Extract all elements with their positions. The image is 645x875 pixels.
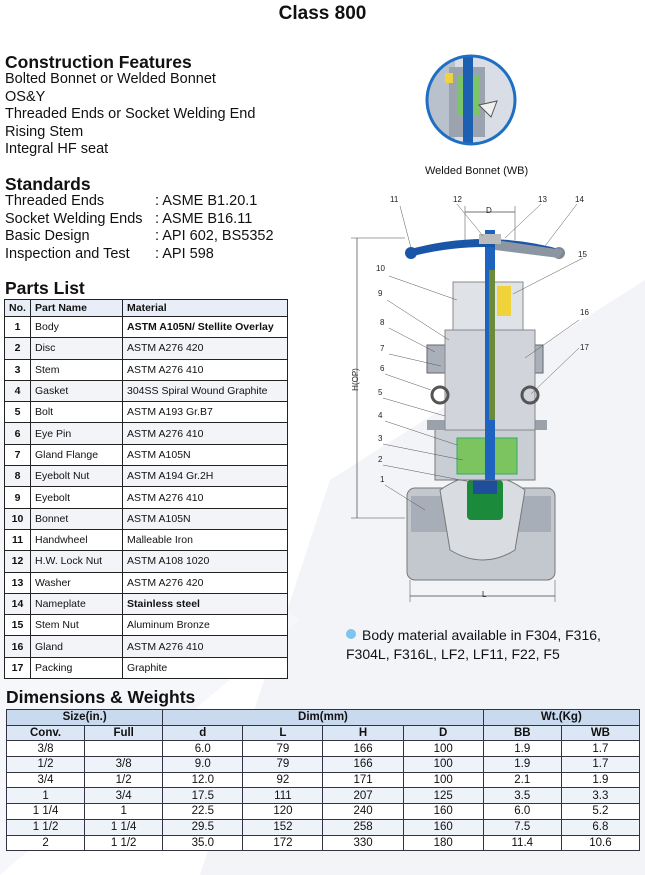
part-name: Stem Nut <box>31 615 123 636</box>
callout-16: 16 <box>580 308 589 317</box>
part-name: Body <box>31 317 123 338</box>
dim-h: 330 <box>323 835 403 851</box>
part-name: Washer <box>31 572 123 593</box>
dim-d-small: 9.0 <box>163 757 243 773</box>
size-conv: 3/8 <box>7 741 85 757</box>
dimension-row <box>7 835 640 851</box>
dim-h: 171 <box>323 772 403 788</box>
callout-4: 4 <box>378 411 383 420</box>
callout-15: 15 <box>578 250 587 259</box>
callout-7: 7 <box>380 344 385 353</box>
dimension-row <box>7 804 640 820</box>
parts-row <box>5 508 288 529</box>
parts-row <box>5 636 288 657</box>
part-name: Bonnet <box>31 508 123 529</box>
weight-bb: 6.0 <box>483 804 561 820</box>
dimension-row <box>7 757 640 773</box>
dim-h: 258 <box>323 819 403 835</box>
parts-row <box>5 529 288 550</box>
size-full: 1 <box>85 804 163 820</box>
dim-d-small: 29.5 <box>163 819 243 835</box>
parts-header-name: Part Name <box>31 300 123 317</box>
part-material: 304SS Spiral Wound Graphite <box>123 380 288 401</box>
dim-d-large: 160 <box>403 819 483 835</box>
parts-row <box>5 402 288 423</box>
dim-d-large: 125 <box>403 788 483 804</box>
parts-list-heading: Parts List <box>5 278 85 298</box>
parts-row <box>5 615 288 636</box>
weight-wb: 1.7 <box>561 741 639 757</box>
part-number: 11 <box>5 529 31 550</box>
part-material: ASTM A276 410 <box>123 359 288 380</box>
part-name: Stem <box>31 359 123 380</box>
dim-h: 207 <box>323 788 403 804</box>
part-name: Packing <box>31 657 123 678</box>
part-number: 13 <box>5 572 31 593</box>
weld-detail-inset <box>425 45 517 157</box>
dim-h: 166 <box>323 741 403 757</box>
size-full: 1/2 <box>85 772 163 788</box>
parts-row <box>5 380 288 401</box>
dim-d-small: 6.0 <box>163 741 243 757</box>
standard-row <box>5 246 274 264</box>
part-material: ASTM A276 420 <box>123 572 288 593</box>
part-number: 3 <box>5 359 31 380</box>
standard-row <box>5 211 274 229</box>
parts-row <box>5 359 288 380</box>
dimension-row <box>7 819 640 835</box>
part-number: 6 <box>5 423 31 444</box>
dimension-row <box>7 788 640 804</box>
size-full: 1 1/2 <box>85 835 163 851</box>
callout-17: 17 <box>580 343 589 352</box>
part-number: 4 <box>5 380 31 401</box>
dimension-row <box>7 741 640 757</box>
size-full: 3/4 <box>85 788 163 804</box>
bullet-icon <box>346 629 356 639</box>
standard-value: : API 602, BS5352 <box>155 228 274 245</box>
part-name: H.W. Lock Nut <box>31 551 123 572</box>
dim-d-small: 17.5 <box>163 788 243 804</box>
callout-6: 6 <box>380 364 385 373</box>
weight-wb: 3.3 <box>561 788 639 804</box>
parts-table <box>4 299 288 679</box>
dim-l: 111 <box>243 788 323 804</box>
part-name: Eyebolt <box>31 487 123 508</box>
part-number: 7 <box>5 444 31 465</box>
valve-drawing <box>345 190 645 610</box>
group-header-dim: Dim(mm) <box>163 710 484 726</box>
weight-bb: 7.5 <box>483 819 561 835</box>
part-name: Bolt <box>31 402 123 423</box>
callout-5: 5 <box>378 388 383 397</box>
parts-row <box>5 423 288 444</box>
col-header-l: L <box>243 725 323 741</box>
part-material: ASTM A194 Gr.2H <box>123 466 288 487</box>
part-name: Gland <box>31 636 123 657</box>
dim-d-large: 100 <box>403 772 483 788</box>
callout-3: 3 <box>378 434 383 443</box>
dim-l: 79 <box>243 757 323 773</box>
dimension-row <box>7 772 640 788</box>
dim-d-large: 180 <box>403 835 483 851</box>
part-material: ASTM A193 Gr.B7 <box>123 402 288 423</box>
size-conv: 1 <box>7 788 85 804</box>
part-number: 15 <box>5 615 31 636</box>
parts-row <box>5 572 288 593</box>
col-header-full: Full <box>85 725 163 741</box>
callout-1: 1 <box>380 475 385 484</box>
construction-item: Threaded Ends or Socket Welding End <box>5 106 256 123</box>
part-material: ASTM A108 1020 <box>123 551 288 572</box>
part-material: ASTM A276 420 <box>123 338 288 359</box>
standards-heading: Standards <box>5 174 91 194</box>
part-material: ASTM A105N <box>123 444 288 465</box>
dim-label-l: L <box>482 590 487 599</box>
group-header-size: Size(in.) <box>7 710 163 726</box>
col-header-conv: Conv. <box>7 725 85 741</box>
body-material-text: Body material available in F304, F316, F304L, F316L, LF2, LF11, F22, F5 <box>346 627 601 662</box>
page-title: Class 800 <box>278 3 367 24</box>
size-full: 1 1/4 <box>85 819 163 835</box>
part-material: Graphite <box>123 657 288 678</box>
part-material: ASTM A105N <box>123 508 288 529</box>
weight-bb: 1.9 <box>483 741 561 757</box>
parts-row <box>5 593 288 614</box>
size-conv: 2 <box>7 835 85 851</box>
construction-features <box>5 53 255 159</box>
dim-d-small: 35.0 <box>163 835 243 851</box>
parts-row <box>5 444 288 465</box>
col-header-d-large: D <box>403 725 483 741</box>
weight-wb: 1.9 <box>561 772 639 788</box>
col-header-bb: BB <box>483 725 561 741</box>
parts-row <box>5 466 288 487</box>
construction-item: Integral HF seat <box>5 141 109 158</box>
part-material: Aluminum Bronze <box>123 615 288 636</box>
construction-item: Bolted Bonnet or Welded Bonnet <box>5 71 216 87</box>
part-name: Nameplate <box>31 593 123 614</box>
weight-wb: 10.6 <box>561 835 639 851</box>
weight-bb: 3.5 <box>483 788 561 804</box>
part-number: 9 <box>5 487 31 508</box>
dim-h: 240 <box>323 804 403 820</box>
parts-header-no: No. <box>5 300 31 317</box>
dim-d-large: 160 <box>403 804 483 820</box>
dim-l: 92 <box>243 772 323 788</box>
size-conv: 1 1/2 <box>7 819 85 835</box>
parts-row <box>5 338 288 359</box>
part-number: 2 <box>5 338 31 359</box>
part-material: ASTM A105N/ Stellite Overlay <box>123 317 288 338</box>
part-name: Gasket <box>31 380 123 401</box>
standard-label: Inspection and Test <box>5 245 130 262</box>
parts-row <box>5 657 288 678</box>
part-name: Gland Flange <box>31 444 123 465</box>
col-header-wb: WB <box>561 725 639 741</box>
part-material: Malleable Iron <box>123 529 288 550</box>
standard-row <box>5 228 274 246</box>
part-number: 16 <box>5 636 31 657</box>
part-number: 1 <box>5 317 31 338</box>
dim-l: 172 <box>243 835 323 851</box>
construction-item: OS&Y <box>5 88 46 105</box>
weight-wb: 1.7 <box>561 757 639 773</box>
callout-14: 14 <box>575 195 584 204</box>
dim-d-small: 22.5 <box>163 804 243 820</box>
callout-11: 11 <box>390 195 399 204</box>
standard-value: : API 598 <box>155 245 214 262</box>
standard-label: Socket Welding Ends <box>5 210 143 227</box>
dim-d-large: 100 <box>403 741 483 757</box>
standard-label: Threaded Ends <box>5 193 105 209</box>
size-conv: 3/4 <box>7 772 85 788</box>
standards <box>5 175 274 263</box>
col-header-h: H <box>323 725 403 741</box>
dim-l: 120 <box>243 804 323 820</box>
part-name: Disc <box>31 338 123 359</box>
size-full <box>85 741 163 757</box>
col-header-d-small: d <box>163 725 243 741</box>
callout-10: 10 <box>376 264 385 273</box>
part-material: ASTM A276 410 <box>123 423 288 444</box>
standard-value: : ASME B1.20.1 <box>155 193 258 209</box>
dim-label-h: H(OP) <box>350 368 360 391</box>
parts-row <box>5 551 288 572</box>
parts-row <box>5 317 288 338</box>
part-material: ASTM A276 410 <box>123 636 288 657</box>
dim-label-d: D <box>486 206 492 215</box>
part-number: 5 <box>5 402 31 423</box>
callout-13: 13 <box>538 195 547 204</box>
callout-9: 9 <box>378 289 383 298</box>
part-number: 10 <box>5 508 31 529</box>
dim-l: 79 <box>243 741 323 757</box>
dim-d-large: 100 <box>403 757 483 773</box>
part-number: 12 <box>5 551 31 572</box>
weight-wb: 6.8 <box>561 819 639 835</box>
dimensions-heading: Dimensions & Weights <box>6 687 196 707</box>
part-number: 14 <box>5 593 31 614</box>
size-full: 3/8 <box>85 757 163 773</box>
parts-header-material: Material <box>123 300 288 317</box>
diagram-caption: Welded Bonnet (WB) <box>425 165 529 177</box>
part-name: Eye Pin <box>31 423 123 444</box>
weight-bb: 2.1 <box>483 772 561 788</box>
size-conv: 1 1/4 <box>7 804 85 820</box>
part-name: Eyebolt Nut <box>31 466 123 487</box>
weight-wb: 5.2 <box>561 804 639 820</box>
size-conv: 1/2 <box>7 757 85 773</box>
parts-row <box>5 487 288 508</box>
construction-heading: Construction Features <box>5 52 192 72</box>
dim-d-small: 12.0 <box>163 772 243 788</box>
weight-bb: 11.4 <box>483 835 561 851</box>
callout-8: 8 <box>380 318 385 327</box>
construction-item: Rising Stem <box>5 123 84 140</box>
part-name: Handwheel <box>31 529 123 550</box>
group-header-weight: Wt.(Kg) <box>483 710 639 726</box>
callout-2: 2 <box>378 455 383 464</box>
callout-12: 12 <box>453 195 462 204</box>
dimensions-table <box>6 709 640 851</box>
part-material: Stainless steel <box>123 593 288 614</box>
part-material: ASTM A276 410 <box>123 487 288 508</box>
standard-value: : ASME B16.11 <box>155 210 253 227</box>
part-number: 8 <box>5 466 31 487</box>
dim-h: 166 <box>323 757 403 773</box>
standard-label: Basic Design <box>5 228 90 245</box>
standard-row <box>5 193 274 211</box>
body-material-note <box>346 626 636 663</box>
part-number: 17 <box>5 657 31 678</box>
weight-bb: 1.9 <box>483 757 561 773</box>
dim-l: 152 <box>243 819 323 835</box>
